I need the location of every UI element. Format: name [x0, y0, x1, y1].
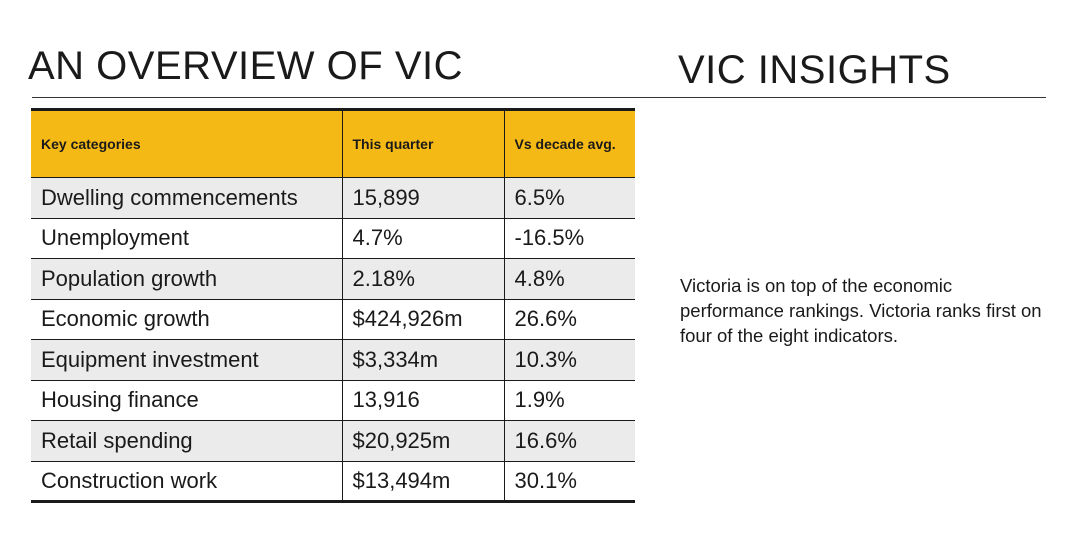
quarter-value-cell: $13,494m — [342, 461, 504, 502]
decade-avg-cell: -16.5% — [504, 218, 635, 259]
category-cell: Economic growth — [31, 299, 342, 340]
decade-avg-cell: 10.3% — [504, 340, 635, 381]
table-row — [31, 259, 635, 300]
quarter-value-cell: $3,334m — [342, 340, 504, 381]
table-row — [31, 461, 635, 502]
decade-avg-cell: 1.9% — [504, 380, 635, 421]
decade-avg-cell: 30.1% — [504, 461, 635, 502]
quarter-value-cell: 13,916 — [342, 380, 504, 421]
table-row — [31, 380, 635, 421]
insight-text: Victoria is on top of the economic performance rankings. Victoria ranks first on four of the eight indicators. — [680, 275, 1042, 346]
header-vs-decade-avg: Vs decade avg. — [504, 110, 635, 178]
quarter-value-cell: $20,925m — [342, 421, 504, 462]
quarter-value-cell: 2.18% — [342, 259, 504, 300]
category-cell: Unemployment — [31, 218, 342, 259]
overview-table-container — [31, 108, 635, 503]
quarter-value-cell: 15,899 — [342, 178, 504, 219]
header-key-categories: Key categories — [31, 110, 342, 178]
decade-avg-cell: 6.5% — [504, 178, 635, 219]
table-row — [31, 299, 635, 340]
table-row — [31, 340, 635, 381]
overview-title: AN OVERVIEW OF VIC — [28, 44, 463, 88]
title-divider — [32, 97, 1046, 98]
table-row — [31, 178, 635, 219]
category-cell: Housing finance — [31, 380, 342, 421]
category-cell: Construction work — [31, 461, 342, 502]
quarter-value-cell: $424,926m — [342, 299, 504, 340]
category-cell: Retail spending — [31, 421, 342, 462]
category-cell: Population growth — [31, 259, 342, 300]
table-row — [31, 421, 635, 462]
table-row — [31, 218, 635, 259]
decade-avg-cell: 26.6% — [504, 299, 635, 340]
overview-table — [31, 108, 635, 503]
decade-avg-cell: 16.6% — [504, 421, 635, 462]
decade-avg-cell: 4.8% — [504, 259, 635, 300]
category-cell: Dwelling commencements — [31, 178, 342, 219]
table-header-row — [31, 110, 635, 178]
insights-title: VIC INSIGHTS — [678, 48, 951, 92]
quarter-value-cell: 4.7% — [342, 218, 504, 259]
category-cell: Equipment investment — [31, 340, 342, 381]
header-this-quarter: This quarter — [342, 110, 504, 178]
